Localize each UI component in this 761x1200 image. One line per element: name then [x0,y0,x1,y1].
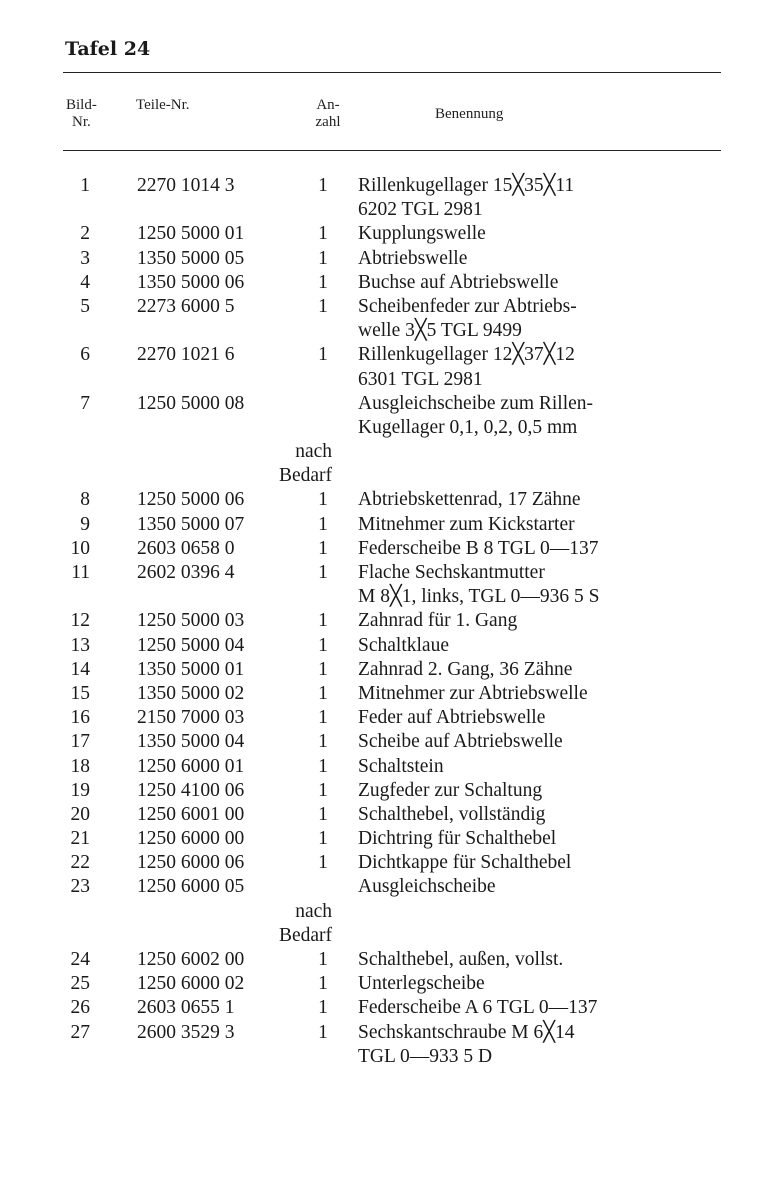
quantity-note: nach [295,441,332,463]
table-row [0,682,761,706]
table-row [0,851,761,875]
anzahl-cell: 1 [318,949,328,970]
column-header-benennung: Benennung [435,106,504,122]
column-header-teile-nr: Teile-Nr. [136,97,190,113]
bild-nr-cell: 12 [70,610,90,632]
column-header-bild-nr [66,97,97,131]
anzahl-cell: 1 [318,634,328,656]
teile-nr-cell: 2270 1014 3 [137,175,235,196]
anzahl-cell: 1 [318,852,328,874]
benennung-cell: Mitnehmer zum Kickstarter [358,513,575,535]
table-row [0,198,761,222]
benennung-cell: Zahnrad 2. Gang, 36 Zähne [358,658,573,680]
teile-nr-cell: 1250 5000 08 [137,392,245,414]
anzahl-cell: 1 [318,175,328,196]
benennung-cell: Flache Sechskantmutter [358,562,545,583]
benennung-cell: Mitnehmer zur Abtriebswelle [358,682,588,704]
anzahl-cell: 1 [318,779,328,801]
benennung-cell: Ausgleichscheibe zum Rillen- [358,392,594,414]
table-row [0,440,761,464]
bild-nr-cell: 24 [70,949,90,970]
teile-nr-cell: 1250 5000 04 [137,634,245,656]
anzahl-cell: 1 [318,707,328,729]
teile-nr-cell: 1250 5000 01 [137,223,245,245]
anzahl-cell: 1 [318,755,328,777]
teile-nr-cell: 2602 0396 4 [137,562,235,583]
benennung-cell: Federscheibe B 8 TGL 0—137 [358,537,599,559]
quantity-note: Bedarf [278,465,332,487]
table-row [0,706,761,730]
anzahl-cell: 1 [318,271,328,293]
table-row [0,247,761,271]
teile-nr-cell: 1250 6000 00 [137,828,245,850]
table-row [0,730,761,754]
benennung-cell: Kugellager 0,1, 0,2, 0,5 mm [358,416,578,438]
table-row [0,343,761,367]
bild-nr-cell: 16 [70,707,90,729]
benennung-cell: Sechskantschraube M 6╳14 [358,1021,575,1043]
benennung-cell: Federscheibe A 6 TGL 0—137 [358,997,598,1019]
table-row [0,222,761,246]
bild-nr-cell: 21 [70,828,90,850]
table-row [0,1045,761,1069]
bild-nr-cell: 10 [70,537,90,559]
table-row [0,416,761,440]
table-row [0,634,761,658]
teile-nr-cell: 1250 5000 06 [137,489,245,511]
anzahl-cell: 1 [318,562,328,583]
benennung-cell: 6202 TGL 2981 [358,199,483,221]
table-row [0,488,761,512]
bild-nr-cell: 8 [80,489,90,511]
column-header-anzahl-line1: An- [316,97,340,113]
teile-nr-cell: 1350 5000 05 [137,247,245,269]
page-title: Tafel 24 [65,38,151,60]
teile-nr-cell: 1250 6002 00 [137,949,245,970]
table-row [0,295,761,319]
bild-nr-cell: 14 [70,658,90,680]
teile-nr-cell: 2273 6000 5 [137,295,235,317]
benennung-cell: Schaltstein [358,755,444,777]
benennung-cell: TGL 0—933 5 D [358,1045,493,1067]
benennung-cell: Rillenkugellager 12╳37╳12 [358,344,575,366]
benennung-cell: Zugfeder zur Schaltung [358,779,543,801]
table-row [0,658,761,682]
teile-nr-cell: 1250 6000 01 [137,755,245,777]
benennung-cell: Abtriebskettenrad, 17 Zähne [358,489,581,511]
teile-nr-cell: 2603 0658 0 [137,537,235,559]
column-header-anzahl [310,97,346,131]
quantity-note: Bedarf [278,924,332,946]
bild-nr-cell: 25 [70,973,90,995]
benennung-cell: Kupplungswelle [358,223,486,245]
benennung-cell: Dichtkappe für Schalthebel [358,852,572,874]
benennung-cell: Schalthebel, außen, vollst. [358,949,564,970]
table-row [0,174,761,198]
anzahl-cell: 1 [318,610,328,632]
benennung-cell: Buchse auf Abtriebswelle [358,271,559,293]
teile-nr-cell: 1250 6000 02 [137,973,245,995]
teile-nr-cell: 1350 5000 04 [137,731,245,753]
benennung-cell: Ausgleichscheibe [358,876,496,898]
column-header-bild-line2: Nr. [72,114,91,130]
bild-nr-cell: 17 [70,731,90,753]
bild-nr-cell: 11 [71,562,90,583]
anzahl-cell: 1 [318,731,328,753]
benennung-cell: Unterlegscheibe [358,973,485,995]
bild-nr-cell: 23 [70,876,90,898]
bild-nr-cell: 5 [80,295,90,317]
bild-nr-cell: 19 [70,779,90,801]
benennung-cell: M 8╳1, links, TGL 0—936 5 S [358,586,600,608]
benennung-cell: Abtriebswelle [358,247,468,269]
benennung-cell: Zahnrad für 1. Gang [358,610,518,632]
teile-nr-cell: 1250 4100 06 [137,779,245,801]
table-row [0,996,761,1020]
bild-nr-cell: 7 [80,392,90,414]
bild-nr-cell: 4 [80,271,90,293]
table-row [0,972,761,996]
benennung-cell: Scheibe auf Abtriebswelle [358,731,563,753]
anzahl-cell: 1 [318,973,328,995]
bild-nr-cell: 9 [80,513,90,535]
anzahl-cell: 1 [318,537,328,559]
teile-nr-cell: 1350 5000 01 [137,658,245,680]
anzahl-cell: 1 [318,828,328,850]
parts-table [0,174,761,1069]
table-row [0,803,761,827]
table-row [0,537,761,561]
table-row [0,513,761,537]
teile-nr-cell: 2270 1021 6 [137,344,235,366]
bild-nr-cell: 22 [70,852,90,874]
table-row [0,827,761,851]
bild-nr-cell: 13 [70,634,90,656]
anzahl-cell: 1 [318,658,328,680]
anzahl-cell: 1 [318,803,328,825]
bild-nr-cell: 20 [70,803,90,825]
table-row [0,924,761,948]
column-header-anzahl-line2: zahl [315,114,341,130]
header-rule [63,150,721,151]
quantity-note: nach [295,900,332,922]
anzahl-cell: 1 [318,295,328,317]
table-row [0,585,761,609]
column-header-bild-line1: Bild- [66,97,97,113]
teile-nr-cell: 1250 5000 03 [137,610,245,632]
anzahl-cell: 1 [318,513,328,535]
table-row [0,392,761,416]
bild-nr-cell: 6 [80,344,90,366]
teile-nr-cell: 2150 7000 03 [137,707,245,729]
anzahl-cell: 1 [318,344,328,366]
anzahl-cell: 1 [318,247,328,269]
bild-nr-cell: 26 [70,997,90,1019]
table-row [0,900,761,924]
table-row [0,779,761,803]
bild-nr-cell: 1 [80,175,90,196]
anzahl-cell: 1 [318,223,328,245]
table-row [0,948,761,972]
bild-nr-cell: 15 [70,682,90,704]
table-row [0,755,761,779]
bild-nr-cell: 2 [80,223,90,245]
table-row [0,1021,761,1045]
table-row [0,875,761,899]
teile-nr-cell: 1250 6000 05 [137,876,245,898]
bild-nr-cell: 27 [70,1021,90,1043]
table-row [0,561,761,585]
benennung-cell: Rillenkugellager 15╳35╳11 [358,175,575,196]
benennung-cell: Scheibenfeder zur Abtriebs- [358,295,577,317]
anzahl-cell: 1 [318,489,328,511]
benennung-cell: 6301 TGL 2981 [358,368,483,390]
teile-nr-cell: 2603 0655 1 [137,997,235,1019]
table-row [0,368,761,392]
anzahl-cell: 1 [318,997,328,1019]
benennung-cell: Feder auf Abtriebswelle [358,707,546,729]
table-row [0,464,761,488]
benennung-cell: welle 3╳5 TGL 9499 [358,320,522,342]
table-row [0,609,761,633]
teile-nr-cell: 1350 5000 07 [137,513,245,535]
table-row [0,319,761,343]
teile-nr-cell: 1350 5000 02 [137,682,245,704]
anzahl-cell: 1 [318,682,328,704]
benennung-cell: Dichtring für Schalthebel [358,828,557,850]
teile-nr-cell: 1350 5000 06 [137,271,245,293]
anzahl-cell: 1 [318,1021,328,1043]
top-rule [63,72,721,73]
benennung-cell: Schalthebel, vollständig [358,803,546,825]
bild-nr-cell: 18 [70,755,90,777]
teile-nr-cell: 1250 6000 06 [137,852,245,874]
table-row [0,271,761,295]
teile-nr-cell: 2600 3529 3 [137,1021,235,1043]
bild-nr-cell: 3 [80,247,90,269]
teile-nr-cell: 1250 6001 00 [137,803,245,825]
benennung-cell: Schaltklaue [358,634,449,656]
